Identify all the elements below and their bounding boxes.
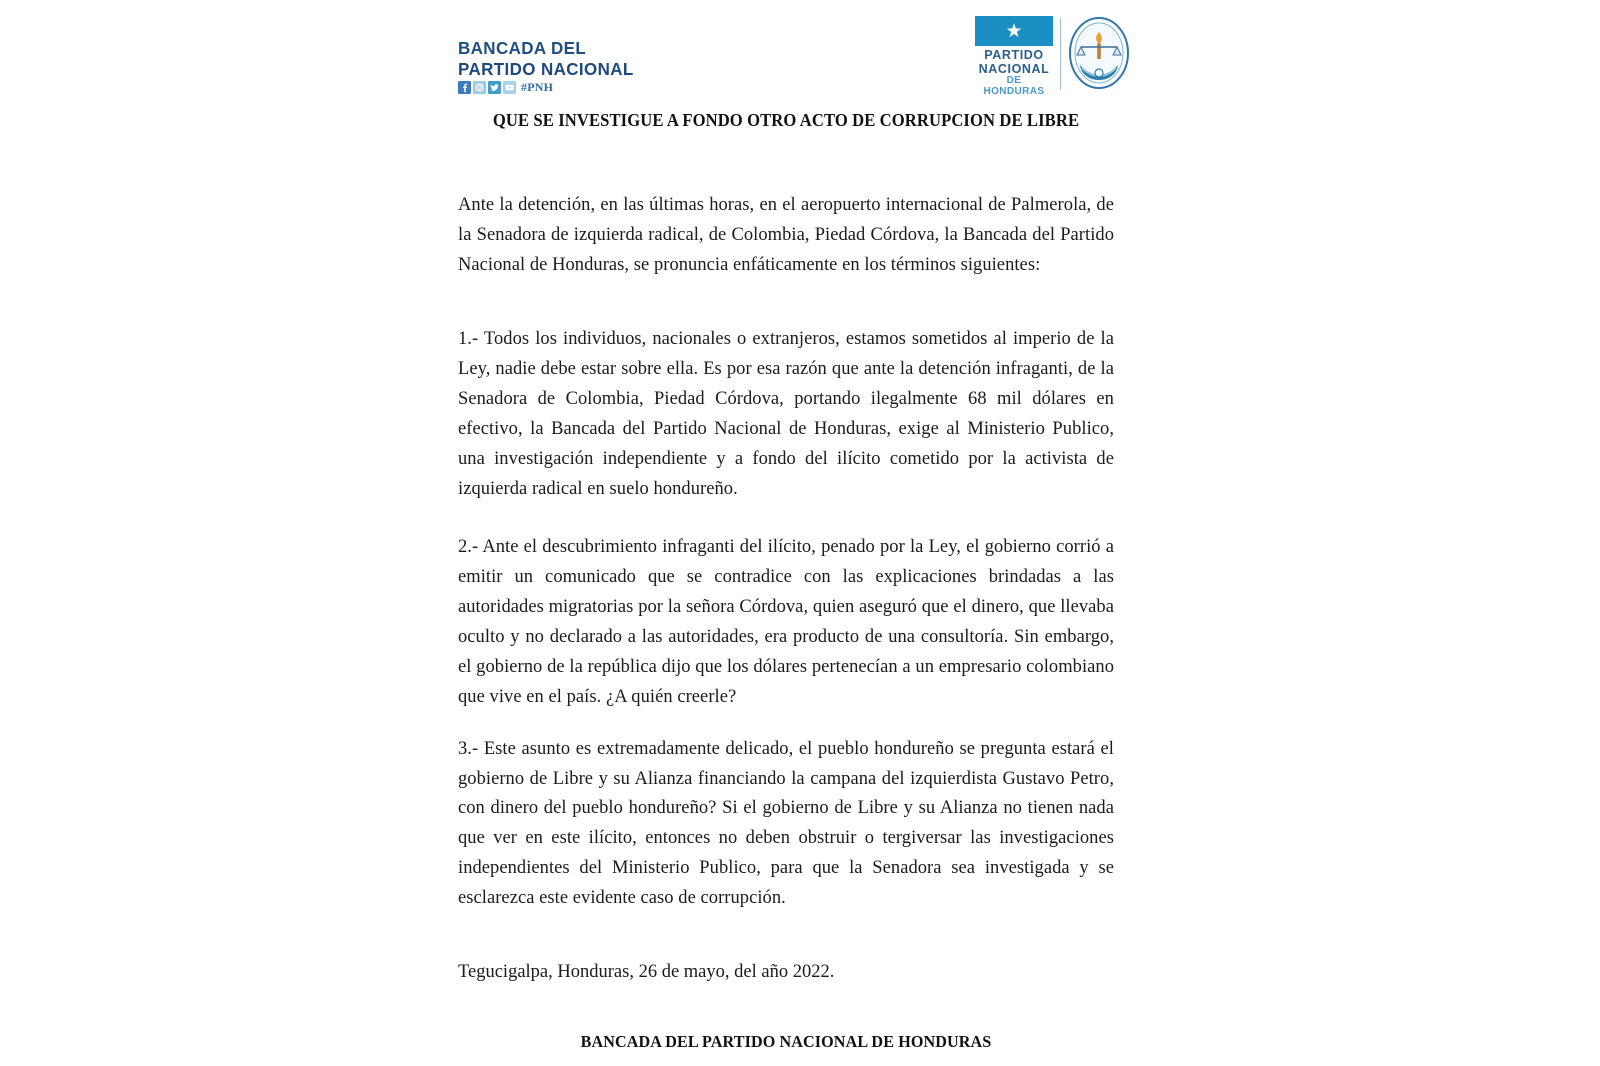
document-title: QUE SE INVESTIGUE A FONDO OTRO ACTO DE CORRUPCION DE LIBRE — [492, 110, 1080, 130]
bancada-logo-line1: BANCADA DEL — [458, 38, 587, 58]
logo-divider — [1060, 18, 1061, 90]
lead-paragraph: Ante la detención, en las últimas horas, en el aeropuerto internacional de Palmerola, de la Senadora de izquierda radical, de Colombia, Piedad Córdova, la Bancada del Partido Nacional de Honduras, se pronuncia enfáticamente en los términos siguientes: — [458, 195, 1114, 275]
partido-nacional-mark — [975, 16, 1053, 98]
social-handles — [458, 80, 553, 95]
numbered-item-3: 3.- Este asunto es extremadamente delicado, el pueblo hondureño se pregunta estará el gobierno de Libre y su Alianza financiando la campana del izquierdista Gustavo Petro, con dinero del pueblo hondureño? Si el gobierno de Libre y su Alianza no tienen nada que ver en este ilícito, entonces no deben obstruir o tergiversar las investigaciones independientes del Ministerio Publico, para que la Senadora sea investigada y se esclarezca este evidente caso de corrupción. — [458, 738, 1114, 909]
wordmark-partido: PARTIDO — [984, 48, 1044, 62]
wordmark-de-honduras: DE HONDURAS — [983, 75, 1045, 97]
document-body — [458, 106, 1114, 1052]
bancada-logo-line2: PARTIDO NACIONAL — [458, 58, 634, 79]
flag-with-star — [975, 16, 1053, 46]
twitter-icon[interactable] — [488, 81, 501, 94]
partido-nacional-wordmark — [975, 49, 1053, 98]
instagram-icon[interactable] — [473, 81, 486, 94]
document-header — [0, 0, 1600, 106]
hashtag-pnh: #PNH — [521, 80, 554, 94]
wordmark-nacional: NACIONAL — [978, 61, 1050, 76]
numbered-item-1: 1.- Todos los individuos, nacionales o extranjeros, estamos sometidos al imperio de la Ley, nadie debe estar sobre ella. Es por esa razón que ante la detención infraganti, de la Senadora de Colombia, Piedad Córdova, portando ilegalmente 68 mil dólares en efectivo, la Bancada del Partido Nacional de Honduras, exige al Ministerio Publico, una investigación independiente y a fondo del ilícito cometido por la activista de izquierda radical en suelo hondureño. — [458, 328, 1114, 499]
numbered-item-2: 2.- Ante el descubrimiento infraganti del ilícito, penado por la Ley, el gobierno corrió a emitir un comunicado que se contradice con las explicaciones brindadas a las autoridades migratorias por la señora Córdova, quien aseguró que el dinero, que llevaba oculto y no declarado a las autoridades, era producto de una consultoría. Sin embargo, el gobierno de la república dijo que los dólares pertenecían a un empresario colombiano que vive en el país. ¿A quién creerle? — [458, 536, 1114, 707]
facebook-icon[interactable] — [458, 81, 471, 94]
signature-line: BANCADA DEL PARTIDO NACIONAL DE HONDURAS — [580, 1032, 992, 1052]
dateline: Tegucigalpa, Honduras, 26 de mayo, del año 2022. — [458, 962, 835, 983]
star-icon: ★ — [1005, 20, 1023, 42]
party-seal-icon — [1068, 16, 1130, 90]
bancada-logo — [458, 40, 639, 81]
youtube-icon[interactable] — [503, 81, 516, 94]
partido-nacional-logo — [975, 16, 1130, 96]
